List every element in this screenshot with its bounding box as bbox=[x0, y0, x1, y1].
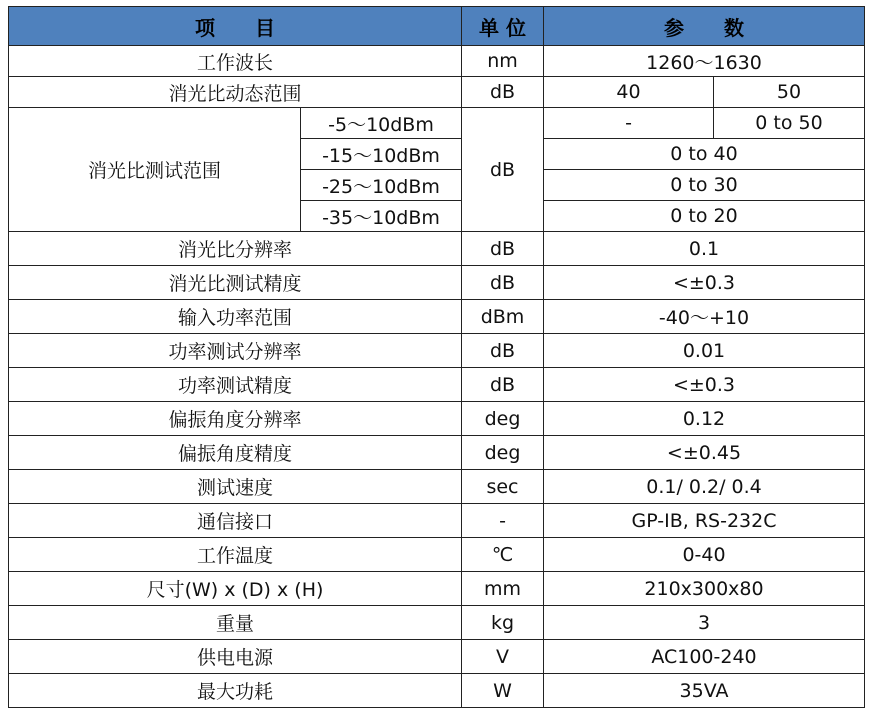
table-row bbox=[9, 572, 865, 606]
row-value: 0-40 bbox=[544, 538, 865, 572]
row-value: -40～+10 bbox=[544, 300, 865, 334]
row-label: 工作温度 bbox=[9, 538, 462, 572]
row-unit: deg bbox=[462, 436, 544, 470]
row-label: 偏振角度分辨率 bbox=[9, 402, 462, 436]
sub-power: -25～10dBm bbox=[301, 170, 462, 201]
row-unit: ℃ bbox=[462, 538, 544, 572]
table-row bbox=[9, 640, 865, 674]
sub-power: -15～10dBm bbox=[301, 139, 462, 170]
row-value: 0.1 bbox=[544, 232, 865, 266]
row-label: 功率测试精度 bbox=[9, 368, 462, 402]
row-value: 3 bbox=[544, 606, 865, 640]
row-unit: dB bbox=[462, 77, 544, 108]
table-row bbox=[9, 674, 865, 708]
row-label: 供电电源 bbox=[9, 640, 462, 674]
header-unit: 单 位 bbox=[462, 7, 544, 46]
row-label: 消光比分辨率 bbox=[9, 232, 462, 266]
header-param: 参 数 bbox=[544, 7, 865, 46]
table-row bbox=[9, 108, 865, 139]
row-value: <±0.3 bbox=[544, 266, 865, 300]
row-unit: - bbox=[462, 504, 544, 538]
sub-power: -35～10dBm bbox=[301, 201, 462, 232]
row-value: 50 bbox=[714, 77, 865, 108]
table-row bbox=[9, 538, 865, 572]
table-row bbox=[9, 368, 865, 402]
table-row bbox=[9, 470, 865, 504]
row-unit: kg bbox=[462, 606, 544, 640]
row-unit: sec bbox=[462, 470, 544, 504]
row-label: 输入功率范围 bbox=[9, 300, 462, 334]
row-unit: V bbox=[462, 640, 544, 674]
table-row bbox=[9, 504, 865, 538]
row-value: 0.01 bbox=[544, 334, 865, 368]
row-label: 工作波长 bbox=[9, 46, 462, 77]
row-unit: W bbox=[462, 674, 544, 708]
row-value: 0.12 bbox=[544, 402, 865, 436]
row-label: 偏振角度精度 bbox=[9, 436, 462, 470]
sub-power: -5～10dBm bbox=[301, 108, 462, 139]
row-value: 35VA bbox=[544, 674, 865, 708]
table-row bbox=[9, 266, 865, 300]
row-unit: deg bbox=[462, 402, 544, 436]
header-row bbox=[9, 7, 865, 46]
table-row bbox=[9, 46, 865, 77]
row-unit: nm bbox=[462, 46, 544, 77]
row-label: 消光比测试精度 bbox=[9, 266, 462, 300]
row-label: 消光比测试范围 bbox=[9, 108, 301, 232]
row-unit: dB bbox=[462, 266, 544, 300]
row-value: 0 to 30 bbox=[544, 170, 865, 201]
header-item: 项 目 bbox=[9, 7, 462, 46]
row-value: 1260～1630 bbox=[544, 46, 865, 77]
row-unit: dB bbox=[462, 368, 544, 402]
table-row bbox=[9, 436, 865, 470]
row-value: 0 to 20 bbox=[544, 201, 865, 232]
row-label: 尺寸(W) x (D) x (H) bbox=[9, 572, 462, 606]
row-label: 功率测试分辨率 bbox=[9, 334, 462, 368]
row-label: 测试速度 bbox=[9, 470, 462, 504]
table-row bbox=[9, 606, 865, 640]
row-value: 0 to 40 bbox=[544, 139, 865, 170]
row-value: GP-IB, RS-232C bbox=[544, 504, 865, 538]
row-label: 重量 bbox=[9, 606, 462, 640]
row-value: - bbox=[544, 108, 714, 139]
spec-table bbox=[8, 6, 865, 708]
row-value: <±0.45 bbox=[544, 436, 865, 470]
row-label: 通信接口 bbox=[9, 504, 462, 538]
row-unit: dB bbox=[462, 334, 544, 368]
row-value: <±0.3 bbox=[544, 368, 865, 402]
row-value: 210x300x80 bbox=[544, 572, 865, 606]
row-unit: dBm bbox=[462, 300, 544, 334]
table-row bbox=[9, 334, 865, 368]
table-row bbox=[9, 77, 865, 108]
row-unit: mm bbox=[462, 572, 544, 606]
table-row bbox=[9, 300, 865, 334]
row-label: 消光比动态范围 bbox=[9, 77, 462, 108]
row-value: AC100-240 bbox=[544, 640, 865, 674]
row-unit: dB bbox=[462, 232, 544, 266]
row-value: 40 bbox=[544, 77, 714, 108]
row-value: 0 to 50 bbox=[714, 108, 865, 139]
row-value: 0.1/ 0.2/ 0.4 bbox=[544, 470, 865, 504]
table-row bbox=[9, 402, 865, 436]
table-row bbox=[9, 232, 865, 266]
row-label: 最大功耗 bbox=[9, 674, 462, 708]
row-unit: dB bbox=[462, 108, 544, 232]
